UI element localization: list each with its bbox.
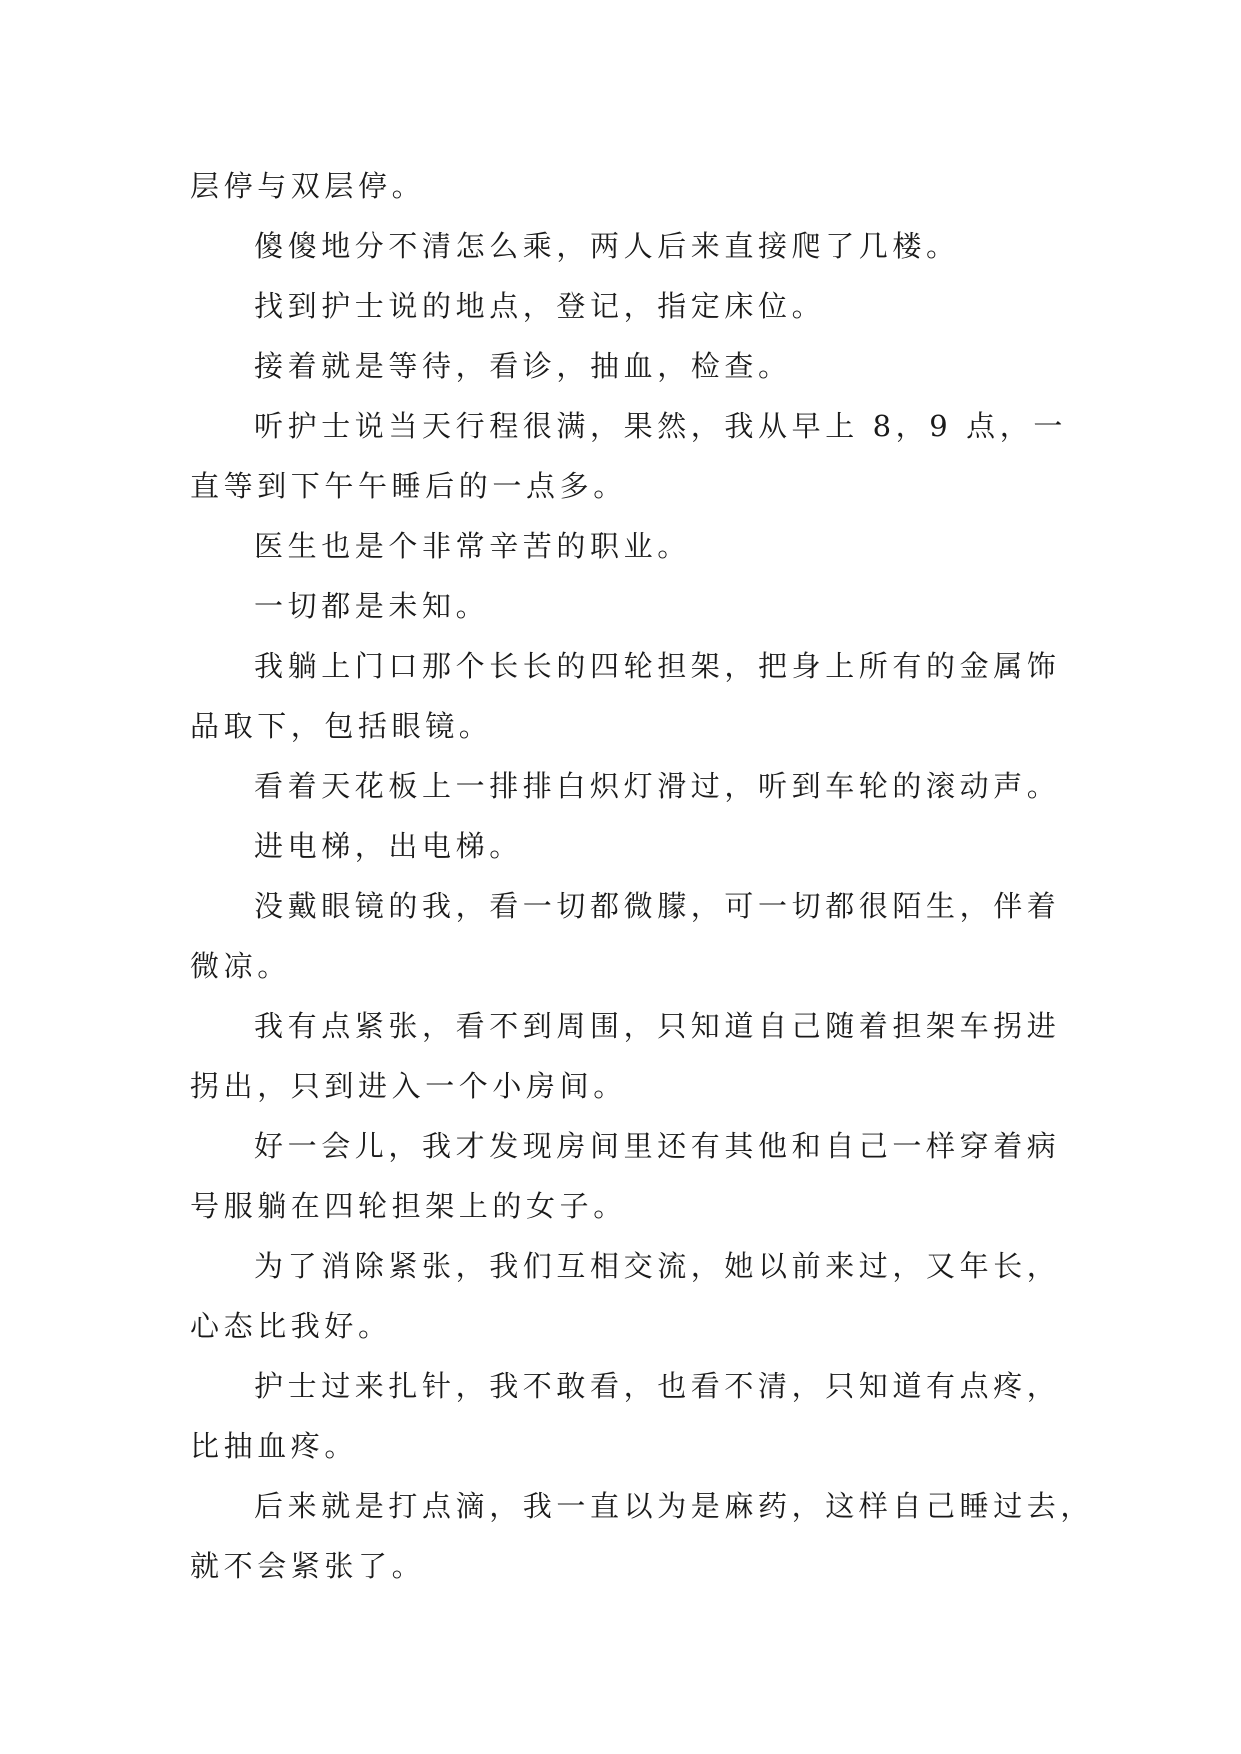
- paragraph-line: 心态比我好。: [190, 1309, 392, 1343]
- paragraph-line: 没戴眼镜的我，看一切都微朦，可一切都很陌生，伴着: [254, 889, 1061, 923]
- paragraph-line: 看着天花板上一排排白炽灯滑过，听到车轮的滚动声。: [254, 769, 1061, 803]
- document-body: [190, 156, 1095, 1596]
- paragraph-line: 就不会紧张了。: [190, 1549, 426, 1583]
- paragraph-line: 为了消除紧张，我们互相交流，她以前来过，又年长，: [254, 1249, 1061, 1283]
- paragraph: [190, 876, 1070, 996]
- paragraph: [190, 1356, 1070, 1476]
- paragraph-line: 微凉。: [190, 949, 291, 983]
- paragraph-line: 拐出，只到进入一个小房间。: [190, 1069, 627, 1103]
- paragraph: [190, 816, 1070, 876]
- paragraph-line: 一切都是未知。: [254, 589, 490, 623]
- paragraph: [190, 336, 1070, 396]
- paragraph: [190, 1476, 1095, 1596]
- paragraph: [190, 756, 1070, 816]
- paragraph-line: 品取下，包括眼镜。: [190, 709, 493, 743]
- paragraph-line: 进电梯，出电梯。: [254, 829, 523, 863]
- paragraph: [190, 516, 1070, 576]
- paragraph-line: 听护士说当天行程很满，果然，我从早上 8，9 点，一: [254, 409, 1067, 443]
- paragraph: [190, 996, 1070, 1116]
- paragraph-line: 好一会儿，我才发现房间里还有其他和自己一样穿着病: [254, 1129, 1061, 1163]
- paragraph: [190, 1236, 1070, 1356]
- paragraph-line: 医生也是个非常辛苦的职业。: [254, 529, 691, 563]
- paragraph-line: 护士过来扎针，我不敢看，也看不清，只知道有点疼，: [254, 1369, 1061, 1403]
- paragraph: [190, 396, 1070, 516]
- paragraph-line: 傻傻地分不清怎么乘，两人后来直接爬了几楼。: [254, 229, 960, 263]
- paragraph: [190, 156, 1070, 216]
- paragraph: [190, 216, 1070, 276]
- paragraph-line: 我有点紧张，看不到周围，只知道自己随着担架车拐进: [254, 1009, 1061, 1043]
- paragraph: [190, 636, 1070, 756]
- paragraph: [190, 1116, 1070, 1236]
- paragraph-line: 找到护士说的地点，登记，指定床位。: [254, 289, 826, 323]
- paragraph: [190, 276, 1070, 336]
- paragraph-line: 后来就是打点滴，我一直以为是麻药，这样自己睡过去，: [254, 1489, 1095, 1523]
- paragraph-line: 号服躺在四轮担架上的女子。: [190, 1189, 627, 1223]
- paragraph-line: 我躺上门口那个长长的四轮担架，把身上所有的金属饰: [254, 649, 1061, 683]
- paragraph-line: 接着就是等待，看诊，抽血，检查。: [254, 349, 792, 383]
- paragraph-line: 层停与双层停。: [190, 169, 426, 203]
- paragraph: [190, 576, 1070, 636]
- paragraph-line: 直等到下午午睡后的一点多。: [190, 469, 627, 503]
- paragraph-line: 比抽血疼。: [190, 1429, 359, 1463]
